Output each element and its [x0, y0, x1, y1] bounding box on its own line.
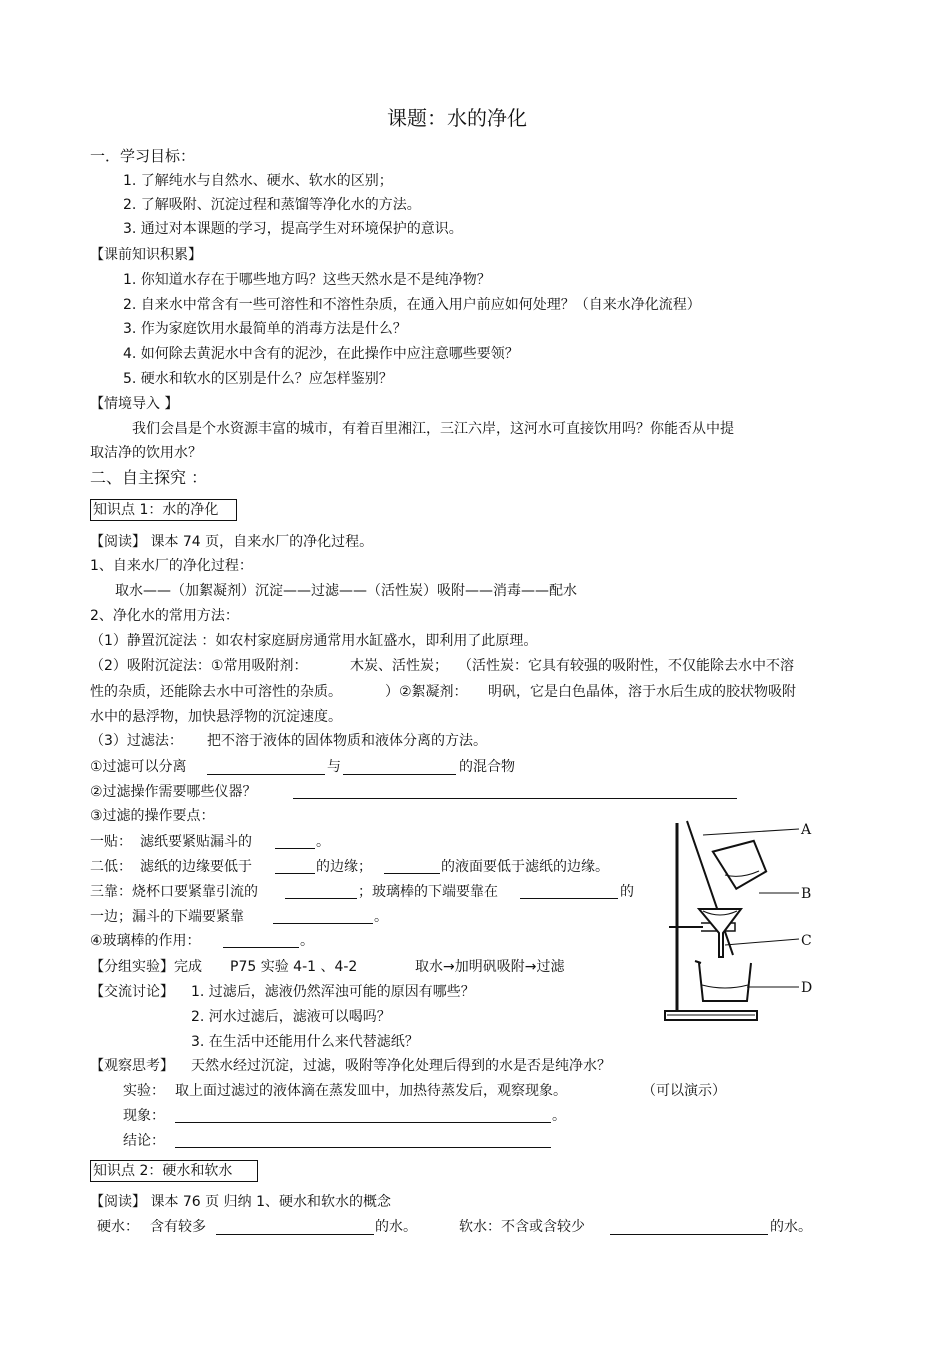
filter-question-1: 的混合物 — [459, 759, 515, 775]
discussion-question: 1. 过滤后，滤液仍然浑浊可能的原因有哪些？ — [191, 984, 475, 1000]
subheading: 1、自来水厂的净化过程： — [90, 558, 253, 574]
soft-water-text: 软水：不含或含较少 — [459, 1219, 585, 1235]
preclass-question: 3. 作为家庭饮用水最简单的消毒方法是什么？ — [123, 321, 407, 337]
filter-point-3: 一边；漏斗的下端要紧靠 — [90, 909, 244, 925]
section-heading-explore: 二、自主探究 ： — [90, 468, 208, 487]
method-2-text: ）②絮凝剂： — [385, 684, 468, 700]
answer-blank[interactable] — [520, 898, 618, 899]
filter-point-3: 的 — [620, 884, 634, 900]
preclass-question: 2. 自来水中常含有一些可溶性和不溶性杂质，在通入用户前应如何处理？（自来水净化流程） — [123, 297, 701, 313]
experiment-text: 取上面过滤过的液体滴在蒸发皿中，加热待蒸发后，观察现象。 — [175, 1083, 567, 1099]
answer-blank[interactable] — [285, 898, 357, 899]
goal-item: 2. 了解吸附、沉淀过程和蒸馏等净化水的方法。 — [123, 197, 421, 213]
hard-water-label: 硬水： — [97, 1219, 139, 1235]
filter-point-2: 滤纸的边缘要低于 — [140, 859, 252, 875]
discussion-question: 2. 河水过滤后，滤液可以喝吗？ — [191, 1009, 391, 1025]
filter-point-3: 三靠：烧杯口要紧靠引流的 — [90, 884, 258, 900]
preclass-question: 4. 如何除去黄泥水中含有的泥沙，在此操作中应注意哪些要领？ — [123, 346, 519, 362]
conclusion-label: 结论： — [123, 1133, 165, 1149]
group-experiment: P75 实验 4-1 、4-2 — [230, 959, 358, 975]
goal-item: 1. 了解纯水与自然水、硬水、软水的区别； — [123, 173, 393, 189]
answer-blank[interactable] — [384, 873, 440, 874]
figure-label-b: B — [801, 886, 812, 902]
knowledge-point-1 — [90, 499, 237, 521]
phenomenon-label: 现象： — [123, 1108, 165, 1124]
filter-point-1: 一贴： — [90, 834, 132, 850]
filter-point-2: 二低： — [90, 859, 132, 875]
answer-blank[interactable] — [275, 873, 315, 874]
filter-point-1: 。 — [316, 834, 330, 850]
method-2-text: 明矾，它是白色晶体，溶于水后生成的胶状物吸附 — [488, 684, 796, 700]
preclass-question: 5. 硬水和软水的区别是什么？应怎样鉴别？ — [123, 371, 393, 387]
observe-question: 天然水经过沉淀，过滤，吸附等净化处理后得到的水是否是纯净水？ — [191, 1058, 611, 1074]
answer-blank[interactable] — [207, 774, 325, 775]
preclass-heading: 【课前知识积累】 — [90, 247, 202, 263]
method-2-text: 水中的悬浮物，加快悬浮物的沉淀速度。 — [90, 709, 342, 725]
filter-question-4: ④玻璃棒的作用： — [90, 933, 201, 949]
filter-question-1: ①过滤可以分离 — [90, 759, 187, 775]
method-2-text: 木炭、活性炭； — [350, 658, 448, 674]
method-2-text: （活性炭：它具有较强的吸附性，不仅能除去水中不溶 — [458, 658, 794, 674]
subheading: 2、净化水的常用方法： — [90, 608, 239, 624]
scenario-text: 我们会昌是个水资源丰富的城市，有着百里湘江，三江六岸，这河水可直接饮用吗？你能否从中提 — [132, 421, 734, 437]
scenario-heading: 【情境导入 】 — [90, 396, 179, 412]
answer-blank[interactable] — [343, 774, 456, 775]
answer-blank[interactable] — [273, 923, 373, 924]
knowledge-point-1-label: 知识点 1：水的净化 — [93, 502, 219, 518]
figure-label-a: A — [801, 822, 812, 838]
filter-question-4: 。 — [300, 933, 314, 949]
method-2-text: （2）吸附沉淀法：①常用吸附剂： — [90, 658, 308, 674]
preclass-question: 1. 你知道水存在于哪些地方吗？这些天然水是不是纯净物？ — [123, 272, 491, 288]
answer-blank[interactable] — [175, 1147, 551, 1148]
answer-blank[interactable] — [275, 848, 315, 849]
knowledge-point-2-label: 知识点 2：硬水和软水 — [93, 1163, 233, 1179]
method-3-text: （3）过滤法： — [90, 733, 183, 749]
answer-blank[interactable] — [175, 1122, 551, 1123]
group-experiment: 取水→加明矾吸附→过滤 — [415, 959, 565, 975]
answer-blank[interactable] — [216, 1234, 374, 1235]
page-title: 课题：水的净化 — [387, 106, 527, 130]
filter-question-3: ③过滤的操作要点： — [90, 808, 215, 824]
method-1: （1）静置沉淀法 ：如农村家庭厨房通常用水缸盛水，即利用了此原理。 — [90, 633, 538, 649]
figure-label-c: C — [801, 933, 812, 949]
goal-item: 3. 通过对本课题的学习，提高学生对环境保护的意识。 — [123, 221, 463, 237]
scenario-text: 取洁净的饮用水？ — [90, 445, 202, 461]
discussion-heading: 【交流讨论】 — [90, 984, 174, 1000]
method-2-text: 性的杂质，还能除去水中可溶性的杂质。 — [90, 684, 342, 700]
filtration-apparatus-figure — [655, 815, 830, 1030]
filter-point-1: 滤纸要紧贴漏斗的 — [140, 834, 252, 850]
group-experiment: 【分组实验】完成 — [90, 959, 202, 975]
section-heading-goals: 一．学习目标： — [90, 147, 196, 165]
answer-blank[interactable] — [223, 947, 299, 948]
soft-water-text: 的水。 — [770, 1219, 812, 1235]
filter-point-2: 的液面要低于滤纸的边缘。 — [441, 859, 609, 875]
discussion-question: 3. 在生活中还能用什么来代替滤纸？ — [191, 1034, 419, 1050]
hard-water-text: 含有较多 — [150, 1219, 206, 1235]
reading-note: 【阅读】 课本 76 页 归纳 1、硬水和软水的概念 — [90, 1194, 391, 1210]
phenomenon-end: 。 — [552, 1108, 566, 1124]
reading-note: 【阅读】 课本 74 页，自来水厂的净化过程。 — [90, 534, 374, 550]
experiment-note: （可以演示） — [642, 1083, 726, 1099]
filter-question-2: ②过滤操作需要哪些仪器？ — [90, 784, 257, 800]
filter-question-1: 与 — [327, 759, 341, 775]
purification-flow: 取水——（加絮凝剂）沉淀——过滤——（活性炭）吸附——消毒——配水 — [115, 583, 577, 599]
filter-point-2: 的边缘； — [316, 859, 372, 875]
answer-blank[interactable] — [610, 1234, 768, 1235]
experiment-label: 实验： — [123, 1083, 165, 1099]
hard-water-text: 的水。 — [375, 1219, 417, 1235]
answer-blank[interactable] — [293, 798, 737, 799]
filter-point-3: ；玻璃棒的下端要靠在 — [358, 884, 498, 900]
observe-heading: 【观察思考】 — [90, 1058, 174, 1074]
knowledge-point-2 — [90, 1160, 258, 1182]
filter-point-3: 。 — [374, 909, 388, 925]
figure-label-d: D — [801, 980, 813, 996]
method-3-text: 把不溶于液体的固体物质和液体分离的方法。 — [207, 733, 487, 749]
